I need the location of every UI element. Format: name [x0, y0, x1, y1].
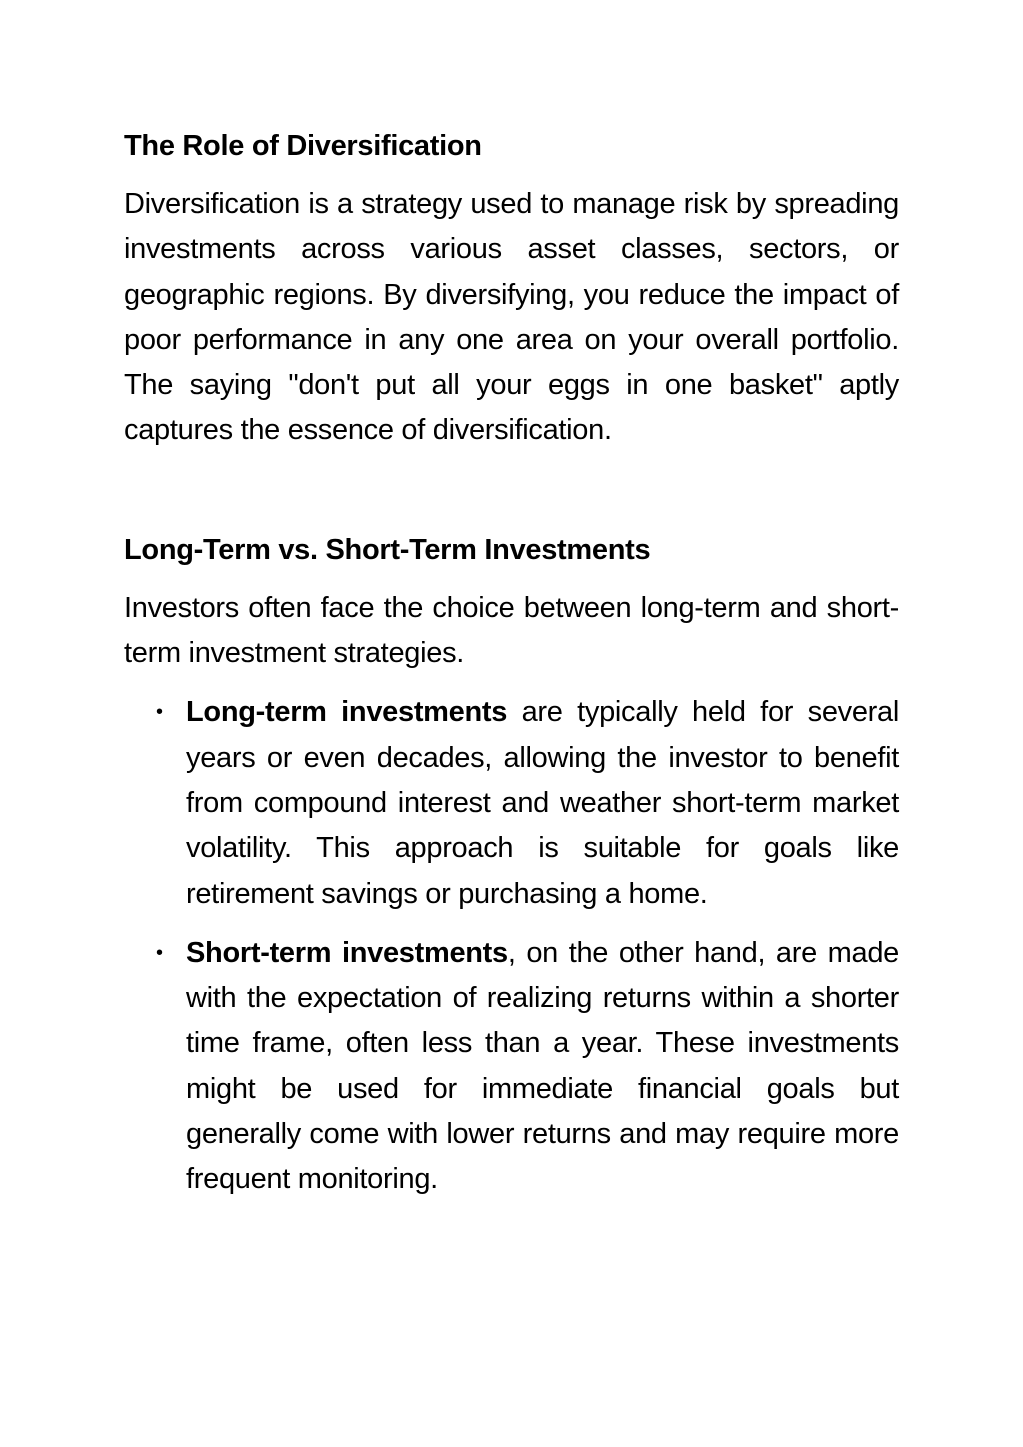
list-item [124, 690, 899, 916]
section-heading: Long-Term vs. Short-Term Investments [124, 533, 651, 566]
bullet-icon: • [156, 701, 163, 724]
investment-terms-section [124, 528, 899, 1203]
list-item-term: Short-term investments [186, 936, 508, 969]
list-item-text: are typically held for several years or even decades, allowing the investor to benefit from compound interest and weather short-term market volatility. This approach is suitable for goals like retirement savings or purchasing a home. [186, 696, 900, 910]
diversification-section [124, 124, 899, 454]
section-paragraph: Investors often face the choice between long-term and short-term investment strategies. [124, 591, 899, 670]
list-item [124, 931, 899, 1203]
document-page [124, 124, 899, 1217]
list-item-term: Long-term investments [186, 696, 508, 729]
bullet-icon: • [156, 941, 163, 964]
list-item-text: , on the other hand, are made with the expectation of realizing returns within a shorter time frame, often less than a year. These investments might be used for immediate financial goals but generally come with lower returns and may require more frequent monitoring. [186, 936, 899, 1196]
bullet-list [124, 690, 899, 1202]
section-paragraph: Diversification is a strategy used to manage risk by spreading investments across various asset classes, sectors, or geographic regions. By diversifying, you reduce the impact of poor performance in any one area on your overall portfolio. The saying "don't put all your eggs in one basket" aptly captures the essence of diversification. [124, 188, 899, 447]
section-heading: The Role of Diversification [124, 130, 482, 162]
